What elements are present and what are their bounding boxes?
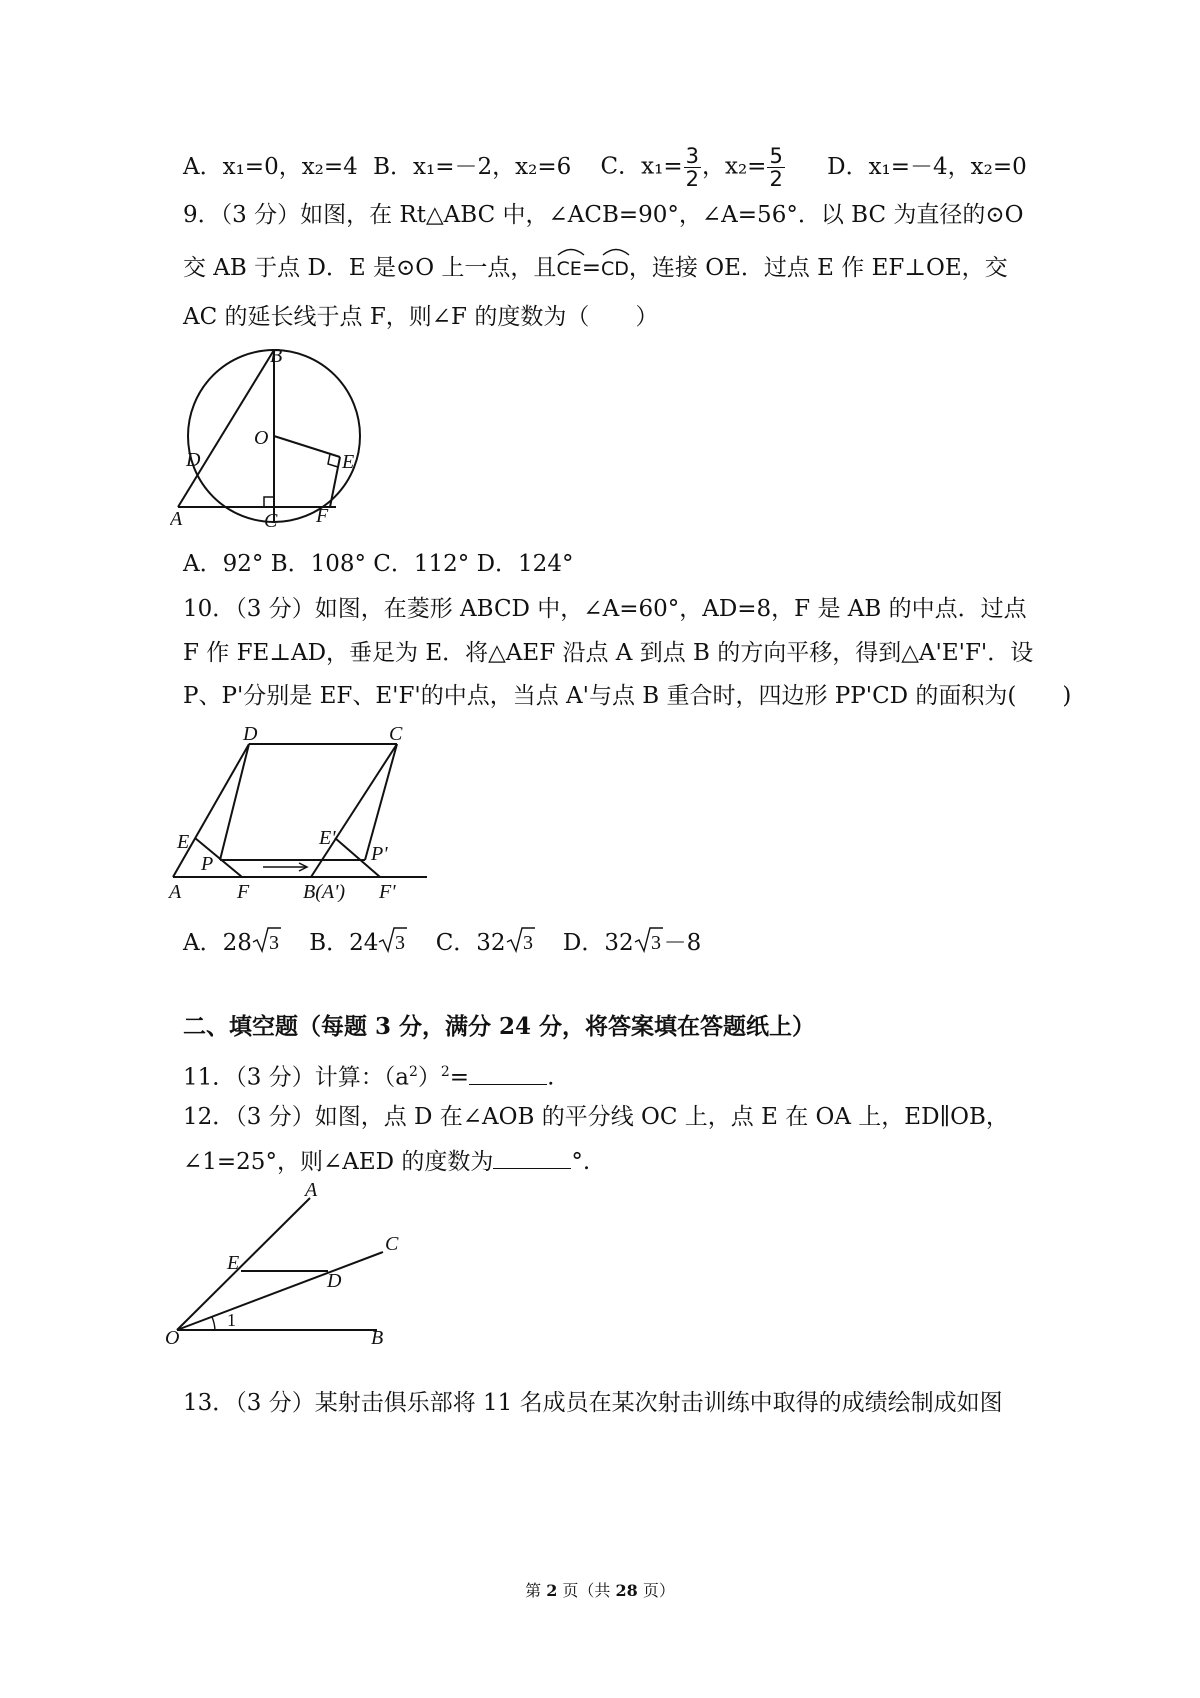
q9-line-3: AC 的延长线于点 F，则∠F 的度数为（ ） bbox=[183, 304, 659, 330]
q10-option-c: C．32 bbox=[435, 930, 506, 956]
label-o: O bbox=[165, 1327, 180, 1349]
q12-line-2-start: ∠1=25°，则∠AED 的度数为 bbox=[183, 1149, 494, 1175]
arc-ce bbox=[556, 254, 581, 284]
q9-line-2-end: ，连接 OE．过点 E 作 EF⊥OE，交 bbox=[628, 255, 1008, 281]
q10-option-a: A．28 bbox=[183, 930, 252, 956]
arc-ce-label: CE bbox=[556, 258, 582, 280]
q9-equals: = bbox=[581, 255, 601, 281]
ray-oa bbox=[177, 1198, 310, 1330]
q11-equals: = bbox=[449, 1064, 470, 1091]
q10-options bbox=[183, 926, 701, 962]
q8-option-d: D．x₁=－4，x₂=0 bbox=[827, 153, 1027, 180]
radicand: 3 bbox=[268, 932, 279, 954]
q10-option-b: B．24 bbox=[309, 930, 379, 956]
ray-oc bbox=[177, 1252, 383, 1330]
q10-option-d: D．32 bbox=[562, 930, 634, 956]
q8-option-c-fraction-1 bbox=[684, 145, 701, 190]
q11-exponent-outer: 2 bbox=[440, 1064, 450, 1080]
label-d: D bbox=[327, 1270, 342, 1292]
fraction-numerator: 5 bbox=[769, 144, 783, 168]
current-page-number: 2 bbox=[546, 1581, 558, 1600]
section-2-title: 二、填空题（每题 3 分，满分 24 分，将答案填在答题纸上） bbox=[183, 1013, 816, 1040]
arc-cd bbox=[601, 254, 629, 284]
fraction-numerator: 3 bbox=[685, 144, 699, 168]
angle-1-arc-icon bbox=[212, 1317, 215, 1330]
label-c: C bbox=[385, 1233, 399, 1255]
q11-close-paren: ） bbox=[417, 1064, 441, 1091]
q12-figure bbox=[165, 1180, 415, 1350]
q8-option-c-prefix: C．x₁= bbox=[600, 153, 683, 180]
q9-options: A．92° B．108° C．112° D．124° bbox=[183, 551, 574, 577]
radicand: 3 bbox=[650, 932, 661, 954]
q10-line-1: 10．（3 分）如图，在菱形 ABCD 中，∠A=60°，AD=8，F 是 AB 的中点．过点 bbox=[183, 596, 1027, 622]
label-c: C bbox=[264, 510, 278, 532]
q12-line-2-end: °. bbox=[571, 1149, 591, 1175]
q10-line-2: F 作 FE⊥AD，垂足为 E．将△AEF 沿点 A 到点 B 的方向平移，得到△A'E'F'．设 bbox=[183, 640, 1034, 666]
q10-line-3: P、P'分别是 EF、E'F'的中点，当点 A'与点 B 重合时，四边形 PP'CD 的面积为( ) bbox=[183, 683, 1072, 709]
sqrt-icon bbox=[378, 926, 408, 962]
q9-line-1: 9．（3 分）如图，在 Rt△ABC 中，∠ACB=90°，∠A=56°．以 BC 为直径的⊙O bbox=[183, 202, 1024, 228]
label-d: D bbox=[243, 723, 258, 745]
arc-mark-icon bbox=[556, 244, 586, 256]
label-b-a-prime: B(A') bbox=[303, 881, 346, 902]
q10-option-d-suffix: －8 bbox=[663, 930, 702, 956]
fraction-denominator: 2 bbox=[685, 167, 699, 191]
label-a: A bbox=[170, 508, 183, 530]
right-angle-c-icon bbox=[264, 497, 274, 507]
label-p-prime: P' bbox=[371, 843, 388, 865]
label-b: B bbox=[270, 345, 283, 367]
label-f-prime: F' bbox=[379, 881, 396, 902]
label-e-prime: E' bbox=[319, 827, 336, 849]
q12-line-1: 12．（3 分）如图，点 D 在∠AOB 的平分线 OC 上，点 E 在 OA 上，ED∥OB， bbox=[183, 1104, 1009, 1130]
label-e: E bbox=[177, 831, 190, 853]
label-o: O bbox=[254, 427, 269, 449]
q11-period: . bbox=[547, 1064, 555, 1091]
label-a: A bbox=[169, 881, 182, 902]
sqrt-icon bbox=[506, 926, 536, 962]
q11-line bbox=[183, 1057, 554, 1093]
fraction-denominator: 2 bbox=[769, 167, 783, 191]
footer-mid: 页（共 bbox=[557, 1581, 616, 1600]
page-footer bbox=[0, 1578, 1200, 1601]
sqrt-icon bbox=[634, 926, 664, 962]
q10-figure bbox=[165, 722, 435, 902]
label-b: B bbox=[371, 1327, 384, 1349]
q11-exponent-inner: 2 bbox=[408, 1064, 418, 1080]
footer-prefix: 第 bbox=[525, 1581, 547, 1600]
radicand: 3 bbox=[395, 932, 406, 954]
q13-line-1: 13．（3 分）某射击俱乐部将 11 名成员在某次射击训练中取得的成绩绘制成如图 bbox=[183, 1390, 1003, 1416]
q8-option-b: B．x₁=－2，x₂=6 bbox=[373, 153, 572, 180]
footer-suffix: 页） bbox=[637, 1581, 675, 1600]
label-c: C bbox=[389, 723, 403, 745]
q9-line-2 bbox=[183, 253, 1008, 284]
label-a: A bbox=[305, 1180, 318, 1201]
radicand: 3 bbox=[522, 932, 533, 954]
label-f: F bbox=[316, 505, 329, 527]
q11-answer-blank[interactable] bbox=[469, 1062, 547, 1085]
q9-line-2-start: 交 AB 于点 D．E 是⊙O 上一点，且 bbox=[183, 255, 557, 281]
label-p: P bbox=[201, 853, 214, 875]
q11-prefix: 11．（3 分）计算：（a bbox=[183, 1064, 409, 1091]
label-angle-1: 1 bbox=[227, 1310, 236, 1330]
q8-option-c-fraction-2 bbox=[767, 145, 784, 190]
arc-mark-icon bbox=[601, 244, 631, 256]
q9-figure bbox=[170, 340, 400, 540]
total-page-count: 28 bbox=[615, 1581, 638, 1600]
q8-options bbox=[183, 145, 1027, 190]
label-f: F bbox=[237, 881, 250, 902]
label-d: D bbox=[186, 449, 201, 471]
segment-pd bbox=[220, 744, 249, 860]
label-e: E bbox=[227, 1252, 240, 1274]
q8-option-c-mid: ，x₂= bbox=[701, 153, 767, 180]
sqrt-icon bbox=[252, 926, 282, 962]
q12-line-2 bbox=[183, 1146, 590, 1177]
segment-oe bbox=[274, 436, 340, 457]
q12-answer-blank[interactable] bbox=[493, 1146, 571, 1169]
label-e: E bbox=[342, 451, 355, 473]
q8-option-c bbox=[601, 145, 786, 190]
arc-cd-label: CD bbox=[601, 258, 629, 280]
q8-option-a: A．x₁=0，x₂=4 bbox=[183, 153, 358, 180]
